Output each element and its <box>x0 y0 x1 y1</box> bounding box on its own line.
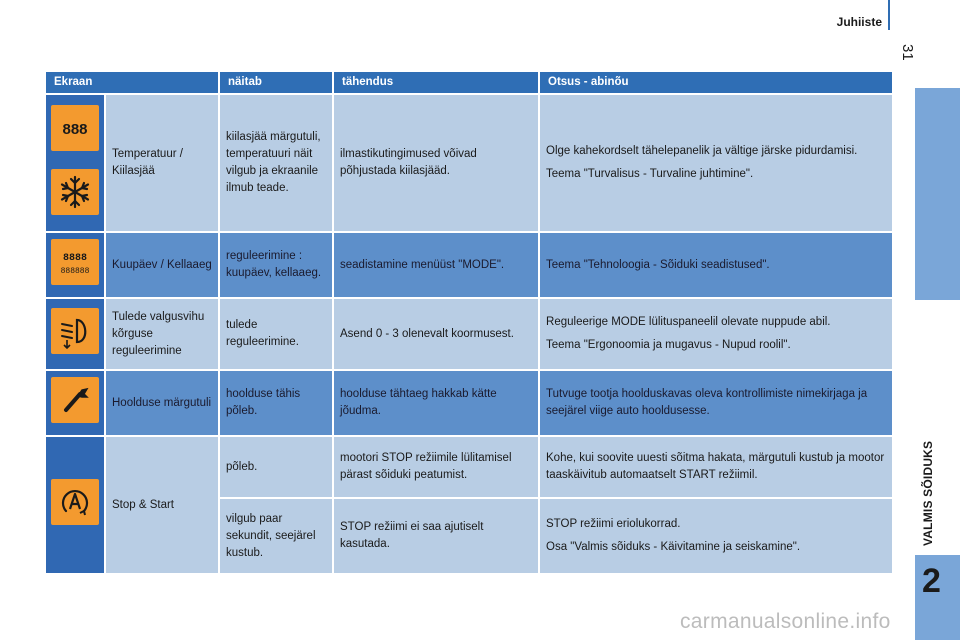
section-title: Juhiiste <box>836 15 882 29</box>
table-row <box>45 232 893 298</box>
wrench-icon <box>51 377 99 423</box>
icon-cell <box>45 94 105 232</box>
table-header-row <box>45 71 893 94</box>
chapter-number: 2 <box>922 562 941 600</box>
action-text: STOP režiimi eriolukorrad. <box>546 518 681 530</box>
column-header: Ekraan <box>45 71 219 94</box>
shows-cell: vilgub paar sekundit, seejärel kustub. <box>219 498 333 574</box>
action-cell <box>539 498 893 574</box>
watermark: carmanualsonline.info <box>680 610 891 633</box>
action-cell <box>539 232 893 298</box>
column-header: näitab <box>219 71 333 94</box>
snowflake-icon <box>51 169 99 215</box>
indicator-table <box>44 70 894 575</box>
date-display-top: 8888 <box>62 253 88 264</box>
icon-cell <box>45 232 105 298</box>
action-text: Reguleerige MODE lülituspaneelil olevate nuppude abil. <box>546 316 831 328</box>
display-888-text: 888 <box>62 121 88 138</box>
action-text: Teema "Ergonoomia ja mugavus - Nupud roolil". <box>546 339 791 351</box>
screen-cell: Tulede valgusvihu kõrguse reguleerimine <box>105 298 219 370</box>
icon-cell <box>45 298 105 370</box>
888-display-icon <box>51 105 99 151</box>
meaning-cell: Asend 0 - 3 olenevalt koormusest. <box>333 298 539 370</box>
meaning-cell: ilmastikutingimused võivad põhjustada kiilasjääd. <box>333 94 539 232</box>
chapter-title: VALMIS SÕIDUKS <box>921 440 935 546</box>
action-cell <box>539 94 893 232</box>
meaning-cell: mootori STOP režiimile lülitamisel pärast sõiduki peatumist. <box>333 436 539 498</box>
action-text: Osa "Valmis sõiduks - Käivitamine ja seiskamine". <box>546 541 801 553</box>
action-cell <box>539 298 893 370</box>
action-text: Olge kahekordselt tähelepanelik ja vältige järske pidurdamisi. <box>546 145 858 157</box>
action-text: Teema "Turvalisus - Turvaline juhtimine". <box>546 168 754 180</box>
icon-cell <box>45 370 105 436</box>
date-display-bottom: 888888 <box>60 267 90 276</box>
column-header: tähendus <box>333 71 539 94</box>
shows-cell: kiilasjää märgutuli, temperatuuri näit vilgub ja ekraanile ilmub teade. <box>219 94 333 232</box>
header-rule <box>888 0 890 30</box>
headlamp-leveling-icon <box>51 308 99 354</box>
shows-cell: reguleerimine : kuupäev, kellaaeg. <box>219 232 333 298</box>
date-clock-display-icon <box>51 239 99 285</box>
meaning-cell: hoolduse tähtaeg hakkab kätte jõudma. <box>333 370 539 436</box>
shows-cell: põleb. <box>219 436 333 498</box>
screen-cell: Temperatuur / Kiilasjää <box>105 94 219 232</box>
action-cell <box>539 370 893 436</box>
shows-cell: tulede reguleerimine. <box>219 298 333 370</box>
action-text: Tutvuge tootja hoolduskavas oleva kontrollimiste nimekirjaga ja seejärel viige auto hooldusesse. <box>546 388 868 417</box>
icon-cell <box>45 436 105 574</box>
table-row <box>45 94 893 232</box>
stop-start-icon <box>51 479 99 525</box>
table-row <box>45 370 893 436</box>
page-number: 31 <box>899 44 916 61</box>
screen-cell: Stop & Start <box>105 436 219 574</box>
screen-cell: Hoolduse märgutuli <box>105 370 219 436</box>
meaning-cell: STOP režiimi ei saa ajutiselt kasutada. <box>333 498 539 574</box>
meaning-cell: seadistamine menüüst "MODE". <box>333 232 539 298</box>
action-text: Kohe, kui soovite uuesti sõitma hakata, märgutuli kustub ja mootor taaskäivitub automaatselt START režiimil. <box>546 452 885 481</box>
screen-cell: Kuupäev / Kellaaeg <box>105 232 219 298</box>
chapter-side-tab <box>910 300 960 555</box>
column-header: Otsus - abinõu <box>539 71 893 94</box>
action-cell <box>539 436 893 498</box>
action-text: Teema "Tehnoloogia - Sõiduki seadistused". <box>546 258 770 271</box>
shows-cell: hoolduse tähis põleb. <box>219 370 333 436</box>
table-row <box>45 298 893 370</box>
table-row <box>45 436 893 498</box>
